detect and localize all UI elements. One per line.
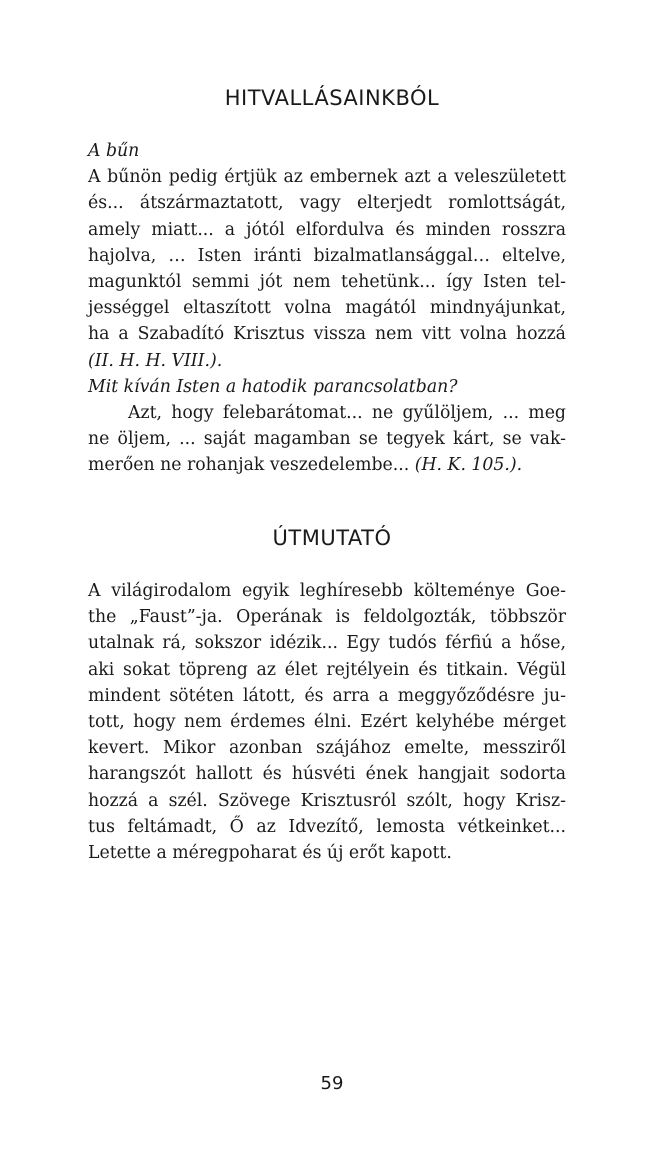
text-line: A világirodalom egyik leghíresebb költeménye Goe- <box>88 581 566 601</box>
text-line: aki sokat töpreng az élet rejtélyein és titkain. Végül <box>88 659 566 680</box>
text-line: tus feltámadt, Ő az Idvezítő, lemosta vétkeinket... <box>88 816 566 837</box>
text-line: amely miatt... a jótól elfordulva és minden rosszra <box>88 219 566 240</box>
text-line: A bűnön pedig értjük az embernek azt a veleszületett <box>88 167 566 188</box>
section-heading-hitvallasainkbol: HITVALLÁSAINKBÓL <box>224 86 440 110</box>
section-heading-utmutato: ÚTMUTATÓ <box>272 526 392 550</box>
text-line: ne öljem, ... saját magamban se tegyek kárt, se vak- <box>88 429 566 450</box>
text-line: magunktól semmi jót nem tehetünk... így Isten tel- <box>88 271 566 292</box>
text-line-last <box>88 452 566 478</box>
page-number: 59 <box>320 1073 344 1094</box>
text-line: harangszót hallott és húsvéti ének hangjait sodorta <box>88 764 566 785</box>
text-line: mindent sötéten látott, és arra a meggyőződésre ju- <box>88 685 566 706</box>
reference-helvetic-confession: (II. H. H. VIII.). <box>88 350 223 371</box>
text-line: utalnak rá, sokszor idézik... Egy tudós férfiú a hőse, <box>88 633 566 654</box>
text-line-last-body: merően ne rohanjak veszedelembe... <box>88 455 410 476</box>
text-line: ha a Szabadító Krisztus vissza nem vitt volna hozzá <box>88 324 566 345</box>
subheading-sixth-commandment: Mit kíván Isten a hatodik parancsolatban? <box>88 376 458 397</box>
text-line: és... átszármaztatott, vagy elterjedt romlottságát, <box>88 193 566 214</box>
text-line: jességgel eltaszított volna magától mindnyájunkat, <box>88 298 566 319</box>
text-line: kevert. Mikor azonban szájához emelte, messziről <box>88 738 566 759</box>
text-line: hozzá a szél. Szövege Krisztusról szólt, hogy Krisz- <box>88 790 566 811</box>
subheading-sin: A bűn <box>88 141 140 161</box>
text-line: hajolva, … Isten iránti bizalmatlansággal… eltelve, <box>88 245 566 266</box>
confession-excerpts <box>88 138 566 478</box>
text-line: the „Faust”-ja. Operának is feldolgozták, többször <box>88 607 566 628</box>
reference-heidelberg-catechism: (H. K. 105.). <box>414 455 523 476</box>
guide-paragraph <box>88 578 566 866</box>
text-line: tott, hogy nem érdemes élni. Ezért kelyhébe mérget <box>88 711 566 732</box>
text-line: Azt, hogy felebarátomat... ne gyűlöljem, ... meg <box>128 402 566 423</box>
text-line-last: Letette a méregpoharat és új erőt kapott. <box>88 842 452 863</box>
